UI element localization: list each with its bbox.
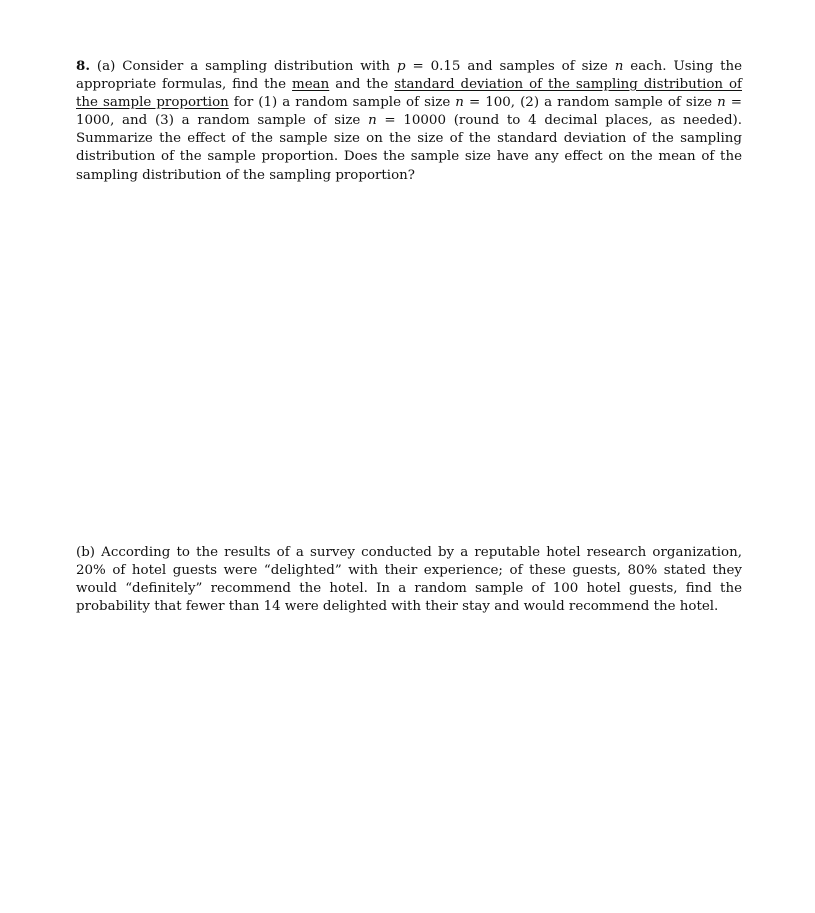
part-a-text-4: and the bbox=[329, 77, 395, 93]
underlined-standard-deviation: standard deviation of the sampling distribution of the sample proportion bbox=[76, 77, 743, 111]
question-8-part-a bbox=[76, 57, 742, 185]
part-a-text-5: for (1) a random sample of size bbox=[228, 95, 456, 111]
part-a-text-6: = 100, (2) a random sample of size bbox=[463, 95, 718, 111]
part-a-text-3: each. Using the appropriate formulas, find the bbox=[76, 59, 743, 93]
part-b-text: (b) According to the results of a survey conducted by a reputable hotel research organization, 20% of hotel guests were “delighted” with their experience; of these guests, 80% stated they would “definitely” recommend the hotel. In a random sample of 100 hotel guests, find the probability that fewer than 14 were delighted with their stay and would recommend the hotel. bbox=[76, 545, 742, 615]
variable-n: n bbox=[455, 95, 464, 111]
variable-n: n bbox=[368, 113, 377, 129]
variable-p: p bbox=[396, 59, 406, 74]
question-number: 8. bbox=[76, 58, 90, 74]
question-8-part-b bbox=[76, 544, 742, 616]
answer-space-part-a bbox=[76, 175, 742, 535]
part-a-text-7: = 1000, and (3) a random sample of size bbox=[76, 95, 742, 129]
answer-space-part-b bbox=[76, 625, 742, 895]
part-a-text-8: = 10000 (round to 4 decimal places, as needed). Summarize the effect of the sample size on the size of the standard deviation of the sampling distribution of the sample proportion. Does the sample size have any effect on the mean of the sampling distribution of the sampling proportion? bbox=[76, 113, 743, 183]
part-a-text-1: (a) Consider a sampling distribution with bbox=[89, 59, 397, 74]
variable-n: n bbox=[614, 59, 624, 74]
underlined-mean: mean bbox=[292, 77, 330, 93]
part-a-text-2: = 0.15 and samples of size bbox=[405, 59, 615, 74]
variable-n: n bbox=[717, 95, 726, 111]
